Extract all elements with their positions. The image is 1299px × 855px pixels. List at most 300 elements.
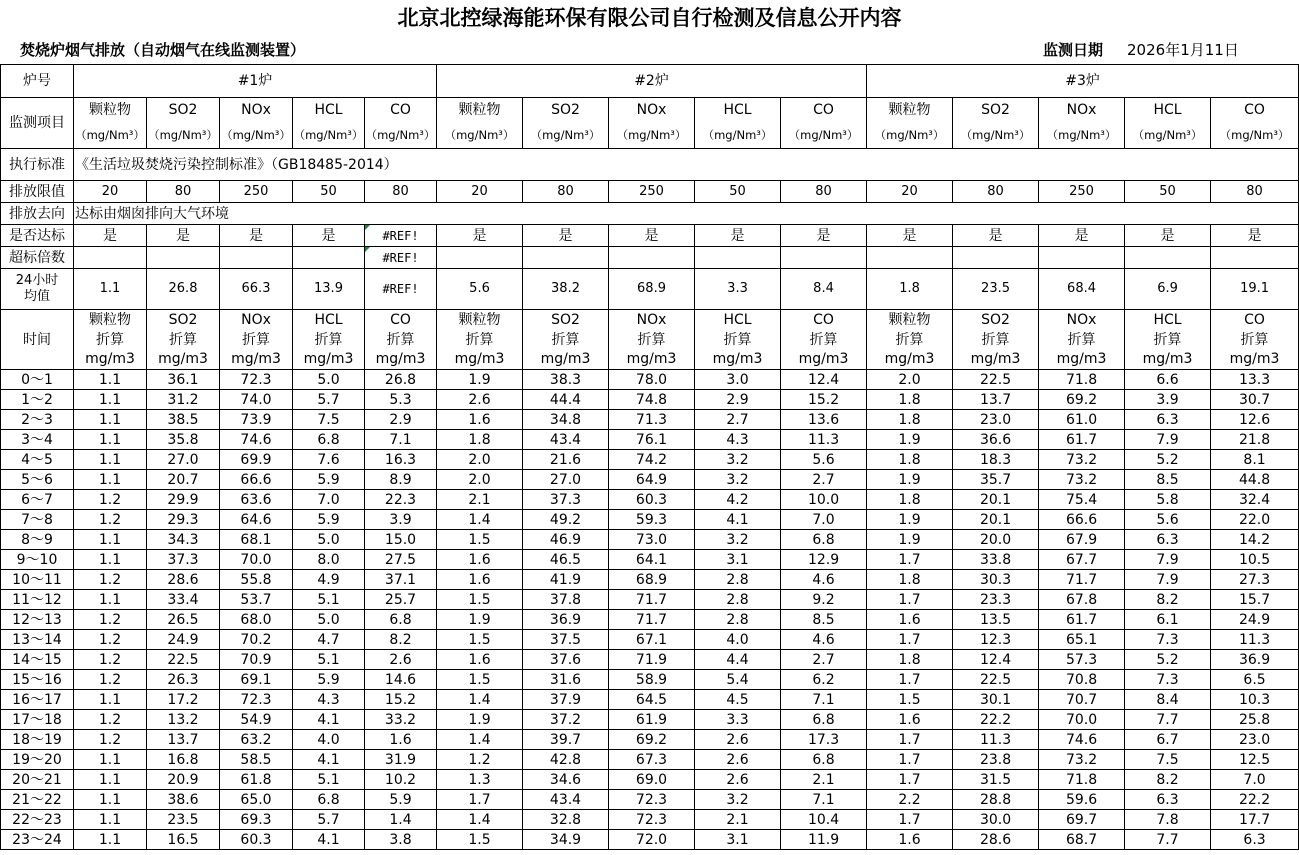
value-cell: 67.7: [1039, 550, 1125, 570]
value-cell: 73.2: [1039, 450, 1125, 470]
value-cell: 71.7: [609, 590, 695, 610]
value-cell: 74.2: [609, 450, 695, 470]
value-cell: 1.9: [437, 370, 523, 390]
furnace-header: #3炉: [867, 65, 1299, 98]
value-cell: 1.8: [867, 650, 953, 670]
destination-label: 排放去向: [1, 203, 74, 225]
table-row: [1, 830, 1299, 850]
value-cell: 1.2: [437, 750, 523, 770]
value-cell: 11.9: [781, 830, 867, 850]
unit-cell: （mg/Nm³）: [1125, 122, 1211, 149]
value-cell: 13.7: [953, 390, 1039, 410]
value-cell: 6.7: [1125, 730, 1211, 750]
value-cell: 37.3: [147, 550, 220, 570]
value-cell: 18.3: [953, 450, 1039, 470]
value-cell: 3.1: [695, 830, 781, 850]
value-cell: 2.7: [695, 410, 781, 430]
value-cell: 27.0: [523, 470, 609, 490]
table-row: [1, 370, 1299, 390]
exceed-value: [1211, 247, 1299, 269]
time-cell: 17～18: [1, 710, 74, 730]
value-cell: 7.5: [293, 410, 365, 430]
value-cell: 27.5: [365, 550, 437, 570]
value-cell: 16.5: [147, 830, 220, 850]
value-cell: 1.1: [74, 530, 147, 550]
value-cell: 5.9: [293, 470, 365, 490]
pollutant-header: NOx: [1039, 310, 1125, 330]
time-cell: 6～7: [1, 490, 74, 510]
value-cell: 7.7: [1125, 710, 1211, 730]
unit-cell: mg/m3: [1125, 350, 1211, 370]
value-cell: 16.8: [147, 750, 220, 770]
value-cell: 7.5: [1125, 750, 1211, 770]
pollutant-header: NOx: [220, 98, 293, 122]
pollutant-header: HCL: [1125, 310, 1211, 330]
pollutant-header: SO2: [147, 98, 220, 122]
value-cell: 6.8: [781, 710, 867, 730]
value-cell: 32.4: [1211, 490, 1299, 510]
value-cell: 3.9: [365, 510, 437, 530]
value-cell: 55.8: [220, 570, 293, 590]
avg-value: 8.4: [781, 269, 867, 310]
value-cell: 1.9: [437, 610, 523, 630]
value-cell: 1.9: [867, 470, 953, 490]
value-cell: 22.3: [365, 490, 437, 510]
value-cell: 32.8: [523, 810, 609, 830]
pollutant-header: 颗粒物: [867, 310, 953, 330]
value-cell: 1.9: [867, 510, 953, 530]
value-cell: 67.1: [609, 630, 695, 650]
value-cell: 2.0: [437, 470, 523, 490]
pollutant-header: HCL: [293, 310, 365, 330]
value-cell: 25.8: [1211, 710, 1299, 730]
value-cell: 70.9: [220, 650, 293, 670]
value-cell: 8.0: [293, 550, 365, 570]
converted-label: 折算: [609, 330, 695, 350]
value-cell: 7.7: [1125, 830, 1211, 850]
value-cell: 23.0: [953, 410, 1039, 430]
value-cell: 5.9: [293, 510, 365, 530]
monitoring-date: [1043, 40, 1239, 60]
value-cell: 7.1: [781, 690, 867, 710]
value-cell: 1.1: [74, 750, 147, 770]
limit-value: 80: [147, 181, 220, 203]
compliant-value: 是: [437, 225, 523, 247]
value-cell: 8.9: [365, 470, 437, 490]
value-cell: 71.7: [1039, 570, 1125, 590]
unit-cell: mg/m3: [365, 350, 437, 370]
value-cell: 3.3: [695, 710, 781, 730]
compliant-value: #REF!: [365, 225, 437, 247]
value-cell: 35.7: [953, 470, 1039, 490]
exceed-label: 超标倍数: [1, 247, 74, 269]
avg-value: 3.3: [695, 269, 781, 310]
unit-cell: mg/m3: [1211, 350, 1299, 370]
value-cell: 27.0: [147, 450, 220, 470]
value-cell: 7.8: [1125, 810, 1211, 830]
value-cell: 70.7: [1039, 690, 1125, 710]
value-cell: 31.6: [523, 670, 609, 690]
time-cell: 5～6: [1, 470, 74, 490]
converted-label: 折算: [695, 330, 781, 350]
value-cell: 1.5: [437, 530, 523, 550]
pollutant-header: CO: [1211, 310, 1299, 330]
value-cell: 3.2: [695, 530, 781, 550]
value-cell: 34.3: [147, 530, 220, 550]
value-cell: 1.5: [867, 690, 953, 710]
value-cell: 1.2: [74, 610, 147, 630]
value-cell: 12.9: [781, 550, 867, 570]
converted-label: 折算: [953, 330, 1039, 350]
value-cell: 20.1: [953, 510, 1039, 530]
value-cell: 14.2: [1211, 530, 1299, 550]
value-cell: 1.7: [867, 590, 953, 610]
value-cell: 71.8: [1039, 770, 1125, 790]
compliant-value: 是: [74, 225, 147, 247]
value-cell: 13.7: [147, 730, 220, 750]
value-cell: 33.8: [953, 550, 1039, 570]
value-cell: 8.2: [1125, 770, 1211, 790]
value-cell: 68.0: [220, 610, 293, 630]
value-cell: 1.2: [74, 710, 147, 730]
value-cell: 74.6: [220, 430, 293, 450]
value-cell: 4.1: [293, 830, 365, 850]
value-cell: 8.2: [365, 630, 437, 650]
value-cell: 21.6: [523, 450, 609, 470]
unit-cell: （mg/Nm³）: [220, 122, 293, 149]
value-cell: 69.1: [220, 670, 293, 690]
monitoring-table: [0, 64, 1299, 850]
value-cell: 1.6: [437, 570, 523, 590]
value-cell: 37.8: [523, 590, 609, 610]
value-cell: 7.9: [1125, 570, 1211, 590]
value-cell: 1.2: [74, 510, 147, 530]
value-cell: 60.3: [609, 490, 695, 510]
value-cell: 11.3: [1211, 630, 1299, 650]
unit-cell: （mg/Nm³）: [1039, 122, 1125, 149]
time-cell: 16～17: [1, 690, 74, 710]
value-cell: 59.3: [609, 510, 695, 530]
limit-label: 排放限值: [1, 181, 74, 203]
exceed-value: [953, 247, 1039, 269]
value-cell: 2.2: [867, 790, 953, 810]
value-cell: 16.3: [365, 450, 437, 470]
value-cell: 54.9: [220, 710, 293, 730]
value-cell: 33.2: [365, 710, 437, 730]
pollutant-header: SO2: [953, 310, 1039, 330]
table-row: [1, 269, 1299, 310]
pollutant-header: SO2: [953, 98, 1039, 122]
compliant-label: 是否达标: [1, 225, 74, 247]
table-row: [1, 810, 1299, 830]
value-cell: 1.9: [437, 710, 523, 730]
value-cell: 72.0: [609, 830, 695, 850]
value-cell: 10.2: [365, 770, 437, 790]
value-cell: 34.6: [523, 770, 609, 790]
table-row: [1, 610, 1299, 630]
value-cell: 4.1: [695, 510, 781, 530]
value-cell: 6.3: [1125, 410, 1211, 430]
compliant-value: 是: [147, 225, 220, 247]
value-cell: 4.6: [781, 570, 867, 590]
value-cell: 27.3: [1211, 570, 1299, 590]
pollutant-header: 颗粒物: [437, 98, 523, 122]
date-label: 监测日期: [1043, 41, 1104, 59]
value-cell: 70.0: [1039, 710, 1125, 730]
value-cell: 7.3: [1125, 670, 1211, 690]
value-cell: 5.0: [293, 370, 365, 390]
table-row: [1, 225, 1299, 247]
value-cell: 1.8: [867, 390, 953, 410]
compliant-value: 是: [523, 225, 609, 247]
value-cell: 15.2: [781, 390, 867, 410]
value-cell: 3.2: [695, 450, 781, 470]
value-cell: 7.1: [781, 790, 867, 810]
value-cell: 61.8: [220, 770, 293, 790]
value-cell: 6.8: [781, 530, 867, 550]
avg-value: 23.5: [953, 269, 1039, 310]
value-cell: 1.8: [867, 450, 953, 470]
avg-value: 19.1: [1211, 269, 1299, 310]
compliant-value: 是: [1039, 225, 1125, 247]
pollutant-header: HCL: [1125, 98, 1211, 122]
value-cell: 2.8: [695, 590, 781, 610]
pollutant-header: NOx: [609, 98, 695, 122]
value-cell: 69.7: [1039, 810, 1125, 830]
value-cell: 1.5: [437, 830, 523, 850]
value-cell: 2.0: [437, 450, 523, 470]
compliant-value: 是: [953, 225, 1039, 247]
value-cell: 26.5: [147, 610, 220, 630]
converted-label: 折算: [220, 330, 293, 350]
value-cell: 5.6: [781, 450, 867, 470]
value-cell: 4.9: [293, 570, 365, 590]
value-cell: 61.0: [1039, 410, 1125, 430]
pollutant-header: SO2: [523, 310, 609, 330]
value-cell: 5.0: [293, 610, 365, 630]
value-cell: 3.8: [365, 830, 437, 850]
pollutant-header: CO: [365, 310, 437, 330]
value-cell: 15.0: [365, 530, 437, 550]
value-cell: 39.7: [523, 730, 609, 750]
value-cell: 28.8: [953, 790, 1039, 810]
value-cell: 22.0: [1211, 510, 1299, 530]
value-cell: 2.7: [781, 470, 867, 490]
time-cell: 4～5: [1, 450, 74, 470]
value-cell: 31.5: [953, 770, 1039, 790]
value-cell: 6.8: [293, 430, 365, 450]
value-cell: 6.3: [1125, 790, 1211, 810]
value-cell: 10.5: [1211, 550, 1299, 570]
avg-value: 5.6: [437, 269, 523, 310]
table-row: [1, 770, 1299, 790]
value-cell: 6.5: [1211, 670, 1299, 690]
value-cell: 12.3: [953, 630, 1039, 650]
value-cell: 69.2: [1039, 390, 1125, 410]
pollutant-header: 颗粒物: [74, 98, 147, 122]
exceed-value: [1039, 247, 1125, 269]
exceed-value: [523, 247, 609, 269]
value-cell: 2.8: [695, 610, 781, 630]
value-cell: 11.3: [781, 430, 867, 450]
pollutant-header: NOx: [609, 310, 695, 330]
value-cell: 36.9: [1211, 650, 1299, 670]
exceed-value: [695, 247, 781, 269]
value-cell: 73.2: [1039, 750, 1125, 770]
value-cell: 43.4: [523, 430, 609, 450]
value-cell: 7.1: [365, 430, 437, 450]
value-cell: 78.0: [609, 370, 695, 390]
value-cell: 69.9: [220, 450, 293, 470]
table-row: [1, 670, 1299, 690]
value-cell: 1.1: [74, 370, 147, 390]
pollutant-header: NOx: [220, 310, 293, 330]
value-cell: 4.2: [695, 490, 781, 510]
value-cell: 37.6: [523, 650, 609, 670]
value-cell: 3.2: [695, 790, 781, 810]
value-cell: 7.0: [781, 510, 867, 530]
value-cell: 4.1: [293, 710, 365, 730]
value-cell: 30.3: [953, 570, 1039, 590]
value-cell: 65.0: [220, 790, 293, 810]
value-cell: 37.2: [523, 710, 609, 730]
value-cell: 24.9: [1211, 610, 1299, 630]
value-cell: 5.4: [695, 670, 781, 690]
value-cell: 4.7: [293, 630, 365, 650]
avg-value: 13.9: [293, 269, 365, 310]
value-cell: 2.6: [695, 750, 781, 770]
value-cell: 23.8: [953, 750, 1039, 770]
time-cell: 20～21: [1, 770, 74, 790]
pollutant-header: CO: [781, 98, 867, 122]
table-row: [1, 710, 1299, 730]
value-cell: 1.7: [867, 670, 953, 690]
value-cell: 65.1: [1039, 630, 1125, 650]
value-cell: 13.2: [147, 710, 220, 730]
exceed-value: [220, 247, 293, 269]
value-cell: 3.9: [1125, 390, 1211, 410]
value-cell: 12.4: [781, 370, 867, 390]
value-cell: 1.2: [74, 490, 147, 510]
unit-cell: mg/m3: [523, 350, 609, 370]
exceed-value: [781, 247, 867, 269]
value-cell: 1.8: [437, 430, 523, 450]
value-cell: 31.9: [365, 750, 437, 770]
compliant-value: 是: [293, 225, 365, 247]
value-cell: 1.7: [867, 630, 953, 650]
value-cell: 2.9: [365, 410, 437, 430]
value-cell: 2.7: [781, 650, 867, 670]
value-cell: 42.8: [523, 750, 609, 770]
value-cell: 1.4: [437, 510, 523, 530]
compliant-value: 是: [609, 225, 695, 247]
standard-label: 执行标准: [1, 149, 74, 181]
converted-label: 折算: [867, 330, 953, 350]
limit-value: 20: [437, 181, 523, 203]
table-row: [1, 410, 1299, 430]
value-cell: 60.3: [220, 830, 293, 850]
value-cell: 13.3: [1211, 370, 1299, 390]
value-cell: 70.0: [220, 550, 293, 570]
value-cell: 7.0: [293, 490, 365, 510]
unit-cell: mg/m3: [609, 350, 695, 370]
table-row: [1, 570, 1299, 590]
value-cell: 1.1: [74, 590, 147, 610]
unit-cell: （mg/Nm³）: [147, 122, 220, 149]
value-cell: 2.1: [695, 810, 781, 830]
pollutant-header: HCL: [695, 310, 781, 330]
value-cell: 34.9: [523, 830, 609, 850]
destination-text: 达标由烟囱排向大气环境: [74, 203, 1299, 225]
table-row: [1, 390, 1299, 410]
value-cell: 20.7: [147, 470, 220, 490]
value-cell: 71.3: [609, 410, 695, 430]
converted-label: 折算: [523, 330, 609, 350]
limit-value: 20: [74, 181, 147, 203]
value-cell: 30.7: [1211, 390, 1299, 410]
avg-value: #REF!: [365, 269, 437, 310]
value-cell: 4.0: [695, 630, 781, 650]
table-row: [1, 470, 1299, 490]
value-cell: 1.9: [867, 530, 953, 550]
pollutant-header: NOx: [1039, 98, 1125, 122]
limit-value: 50: [293, 181, 365, 203]
avg-value: 66.3: [220, 269, 293, 310]
value-cell: 12.5: [1211, 750, 1299, 770]
pollutant-header: 颗粒物: [437, 310, 523, 330]
converted-label: 折算: [1039, 330, 1125, 350]
time-cell: 18～19: [1, 730, 74, 750]
time-cell: 1～2: [1, 390, 74, 410]
time-cell: 11～12: [1, 590, 74, 610]
value-cell: 68.1: [220, 530, 293, 550]
avg-value: 38.2: [523, 269, 609, 310]
value-cell: 76.1: [609, 430, 695, 450]
table-row: [1, 122, 1299, 149]
value-cell: 17.3: [781, 730, 867, 750]
value-cell: 21.8: [1211, 430, 1299, 450]
value-cell: 37.3: [523, 490, 609, 510]
value-cell: 4.3: [293, 690, 365, 710]
value-cell: 1.2: [74, 730, 147, 750]
table-row: [1, 310, 1299, 330]
compliant-value: 是: [1125, 225, 1211, 247]
time-cell: 0～1: [1, 370, 74, 390]
value-cell: 1.2: [74, 670, 147, 690]
value-cell: 46.5: [523, 550, 609, 570]
table-row: [1, 690, 1299, 710]
exceed-value: [1125, 247, 1211, 269]
value-cell: 1.1: [74, 430, 147, 450]
value-cell: 1.9: [867, 430, 953, 450]
value-cell: 69.0: [609, 770, 695, 790]
time-cell: 19～20: [1, 750, 74, 770]
value-cell: 1.7: [867, 550, 953, 570]
value-cell: 5.1: [293, 770, 365, 790]
value-cell: 53.7: [220, 590, 293, 610]
value-cell: 43.4: [523, 790, 609, 810]
value-cell: 1.5: [437, 630, 523, 650]
converted-label: 折算: [1211, 330, 1299, 350]
table-row: [1, 550, 1299, 570]
value-cell: 2.9: [695, 390, 781, 410]
value-cell: 66.6: [220, 470, 293, 490]
value-cell: 5.9: [365, 790, 437, 810]
value-cell: 33.4: [147, 590, 220, 610]
unit-cell: （mg/Nm³）: [781, 122, 867, 149]
value-cell: 22.2: [1211, 790, 1299, 810]
value-cell: 74.0: [220, 390, 293, 410]
